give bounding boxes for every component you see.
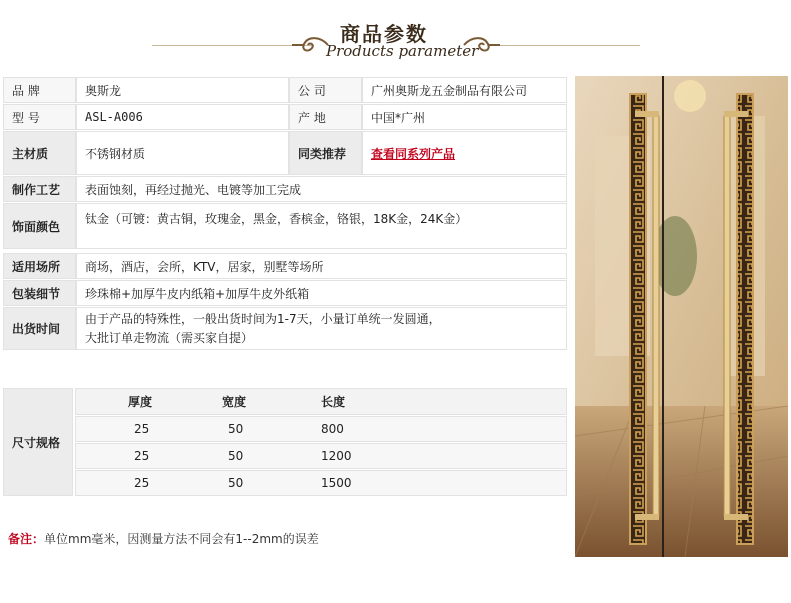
table-row (75, 470, 567, 496)
footnote (8, 530, 319, 547)
size-cell: 25 (134, 449, 150, 463)
color-value: 钛金（可镀：黄古铜，玫瑰金，黑金，香槟金，铬银，18K金，24K金） (76, 203, 567, 249)
spec-row-material (3, 131, 567, 175)
size-header-length: 长度 (321, 395, 346, 409)
product-photo (575, 76, 788, 557)
process-value: 表面蚀刻，再经过抛光、电镀等加工完成 (76, 176, 567, 202)
table-row (75, 416, 567, 442)
note-text: 单位mm毫米，因测量方法不同会有1--2mm的误差 (44, 532, 319, 546)
shipping-line-2: 大批订单走物流（需买家自提） (85, 330, 254, 345)
similar-products-link[interactable]: 查看同系列产品 (371, 146, 456, 161)
page-subtitle: Products parameter (326, 42, 479, 60)
page-title: 商品参数 (340, 22, 428, 46)
size-header-row (75, 388, 567, 415)
spec-row-packing (3, 280, 567, 306)
size-label: 尺寸规格 (3, 388, 73, 496)
material-value: 不锈钢材质 (76, 131, 289, 175)
spec-row-color (3, 203, 567, 249)
material-label: 主材质 (3, 131, 76, 175)
size-cell: 25 (134, 422, 150, 436)
spec-row-model (3, 104, 567, 130)
size-cell: 1200 (321, 449, 352, 463)
color-label: 饰面颜色 (3, 203, 76, 249)
company-value: 广州奥斯龙五金制品有限公司 (362, 77, 567, 103)
section-header (0, 0, 791, 70)
size-cell: 800 (321, 422, 344, 436)
size-cell: 50 (228, 476, 244, 490)
size-cell: 1500 (321, 476, 352, 490)
brand-value: 奥斯龙 (76, 77, 289, 103)
origin-label: 产 地 (289, 104, 362, 130)
header-line-left (152, 45, 312, 46)
size-cell: 50 (228, 422, 244, 436)
spec-row-process (3, 176, 567, 202)
usage-value: 商场，酒店，会所，KTV，居家，别墅等场所 (76, 253, 567, 279)
size-cell: 25 (134, 476, 150, 490)
similar-cell (362, 131, 567, 175)
shipping-line-1: 由于产品的特殊性，一般出货时间为1-7天，小量订单统一发圆通， (85, 311, 441, 326)
header-line-right (500, 45, 640, 46)
spec-row-usage (3, 253, 567, 279)
similar-label: 同类推荐 (289, 131, 362, 175)
ornament-left-icon (290, 34, 330, 56)
packing-value: 珍珠棉+加厚牛皮内纸箱+加厚牛皮外纸箱 (76, 280, 567, 306)
shipping-value (76, 307, 567, 350)
model-label: 型 号 (3, 104, 76, 130)
company-label: 公 司 (289, 77, 362, 103)
brand-label: 品 牌 (3, 77, 76, 103)
spec-row-shipping (3, 307, 567, 350)
size-header-thickness: 厚度 (128, 395, 153, 409)
note-tag: 备注： (8, 532, 45, 546)
size-cell: 50 (228, 449, 244, 463)
model-value: ASL-A006 (76, 104, 289, 130)
packing-label: 包装细节 (3, 280, 76, 306)
origin-value: 中国*广州 (362, 104, 567, 130)
size-table (3, 388, 567, 496)
shipping-label: 出货时间 (3, 307, 76, 350)
table-row (75, 443, 567, 469)
usage-label: 适用场所 (3, 253, 76, 279)
size-header-width: 宽度 (222, 395, 247, 409)
process-label: 制作工艺 (3, 176, 76, 202)
spec-row-brand (3, 77, 567, 103)
